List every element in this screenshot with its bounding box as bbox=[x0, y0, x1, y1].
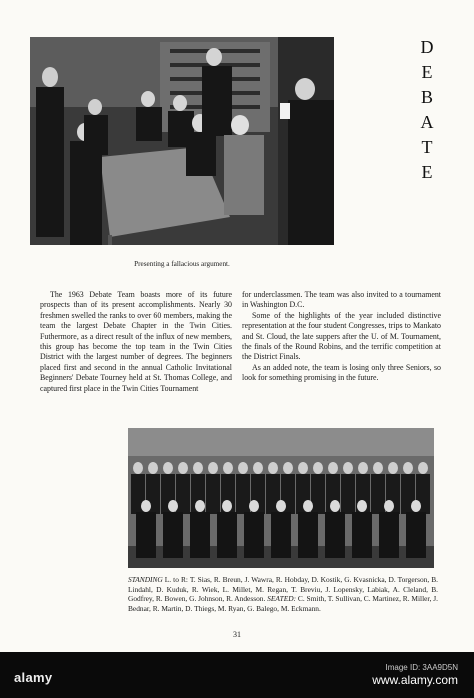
title-letter: D bbox=[420, 37, 434, 57]
title-letter: E bbox=[421, 162, 433, 182]
caption-seated-names: C. Smith, T. Sullivan, C. Martinez, R. Miller, J. Bednar, R. Martin, D. Thiegs, M. Ryan, G. Balego, M. Eckmann. bbox=[128, 594, 439, 613]
stock-id-label: Image ID: 3AA9D5N bbox=[385, 663, 458, 672]
title-letter: A bbox=[420, 112, 434, 132]
article-column-left bbox=[40, 290, 232, 394]
article-paragraph: The 1963 Debate Team boasts more of its future prospects than of its present accomplishments. Nearly 30 freshmen swelled the ranks to over 60 members, making the team the largest Debate Chapter in the Twin Cities. Futhermore, as a direct result of the influx of new members, this group has become the top team in the Twin Cities District with the largest number of degrees. The beginners placed first and second in the annual Catholic Invitational Beginners' Debate Tourney held at St. Thomas College, and captured first place in the Twin Cities Tournament bbox=[40, 290, 232, 393]
title-letter: E bbox=[421, 62, 433, 82]
page-number: 31 bbox=[233, 630, 241, 639]
team-group-photo bbox=[128, 428, 434, 568]
stock-url: www.alamy.com bbox=[372, 673, 458, 687]
group-photo-caption bbox=[128, 575, 438, 613]
caption-seated-label: SEATED: bbox=[267, 594, 297, 604]
article-paragraph: As an added note, the team is losing only three Seniors, so look for something promising in the future. bbox=[242, 362, 441, 383]
section-title-debate bbox=[412, 35, 442, 185]
title-letter: T bbox=[421, 137, 433, 157]
article-paragraph: for underclassmen. The team was also invited to a tournament in Washington D.C. bbox=[242, 290, 441, 310]
photo-caption: Presenting a fallacious argument. bbox=[134, 260, 230, 268]
stock-logo: alamy bbox=[14, 670, 53, 685]
title-letter: B bbox=[420, 87, 433, 107]
caption-standing-label: STANDING bbox=[128, 575, 163, 584]
article-column-right bbox=[242, 290, 441, 384]
stock-watermark-bar bbox=[0, 652, 474, 698]
stock-image-id bbox=[372, 662, 458, 686]
caption-standing-names: L. to R: T. Sias, R. Breun, J. Wawra, R. Hobday, D. Kostik, G. Kvasnicka, D. Torgerson, B. Lindahl, D. Kuduk, R. Wiek, L. Millet, M. Regan, T. Breviu, J. Lopensky, Labiak, A. Cleland, B. Godfrey, R. Bowen, G. Johnson, R. Andesson. bbox=[128, 575, 438, 604]
debate-classroom-photo bbox=[30, 37, 334, 245]
article-paragraph: Some of the highlights of the year included distinctive representation at the four student Congresses, trips to Mankato and St. Cloud, the late suppers after the U. of M. Tournament, the finals of the Round Robins, and the terrific competition at the District Finals. bbox=[242, 310, 441, 362]
